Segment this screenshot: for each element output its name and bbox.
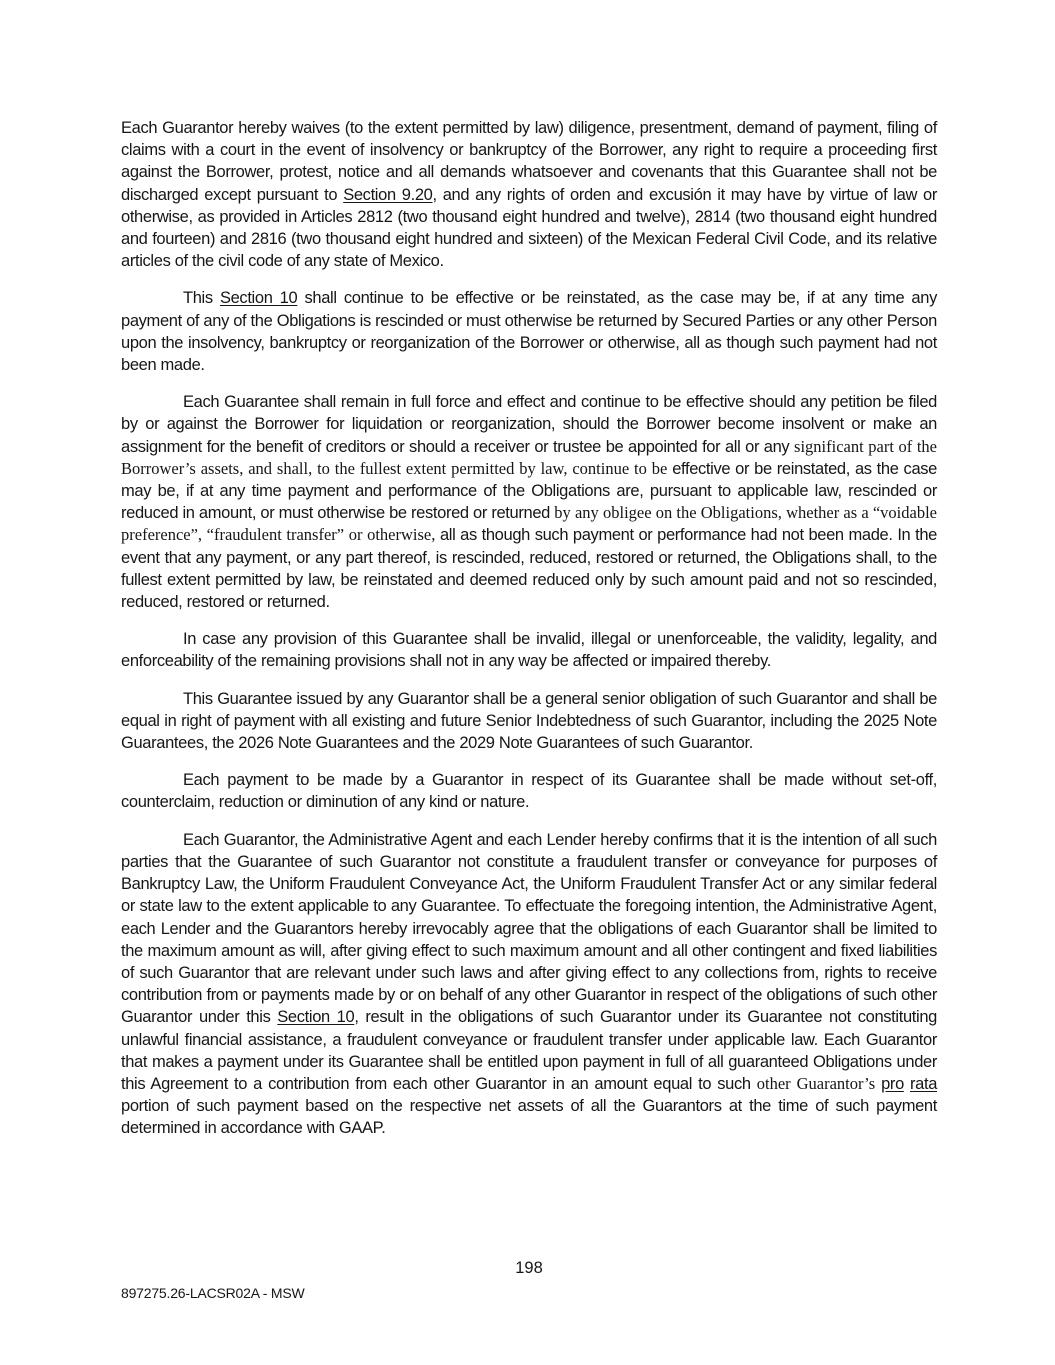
document-id-footer: 897275.26-LACSR02A - MSW — [121, 1285, 305, 1301]
body-text: , result in the obligations of such Guarantor under its Guarantee not constituting unlawful financial assistance, a fraudulent conveyance or fraudulent transfer under applicable law. Each Guarantor that makes a payment under its Guarantee shall be entitled upon payment in full of all guaranteed Obligations under this Agreement to a contribution from each other Guarantor in an amount equal to such — [121, 1008, 937, 1093]
body-text: Each Guarantor hereby waives (to the extent permitted by law) diligence, presentment, demand of payment, filing of claims with a court in the event of insolvency or bankruptcy of the Borrower, any right to require a proceeding first against the Borrower, protest, notice and all demands whatsoever and covenants that this Guarantee shall not be discharged except pursuant to — [121, 119, 937, 204]
body-text: all as though such payment or performance had not been made. In the event that any payment, or any part thereof, is rescinded, reduced, restored or returned, the Obligations shall, to the fullest extent permitted by law, be reinstated and deemed reduced only by such amount paid and not so rescinded, reduced, restored or returned. — [121, 526, 937, 612]
body-text: Each Guarantee shall remain in full force and effect and continue to be effective should any petition be filed by or against the Borrower for liquidation or reorganization, should the Borrower become insolvent or make an assignment for the benefit of creditors or should a receiver or trustee be appointed for all or any — [121, 393, 937, 456]
paragraph — [121, 117, 937, 272]
paragraph — [121, 628, 937, 672]
page-number: 198 — [515, 1259, 543, 1277]
body-text: In case any provision of this Guarantee shall be invalid, illegal or unenforceable, the validity, legality, and enforceability of the remaining provisions shall not in any way be affected or impaired thereby. — [121, 630, 937, 671]
underlined-text: Section 9.20 — [343, 185, 433, 204]
paragraph — [121, 829, 937, 1140]
underlined-text: Section 10 — [277, 1008, 355, 1027]
paragraph — [121, 769, 937, 813]
body-text: This Guarantee issued by any Guarantor shall be a general senior obligation of such Guarantor and shall be equal in right of payment with all existing and future Senior Indebtedness of such Guarantor, including the 2025 Note Guarantees, the 2026 Note Guarantees and the 2029 Note Guarantees of such Guarantor. — [121, 689, 937, 753]
body-text: portion of such payment based on the respective net assets of all the Guarantors at the time of such payment determined in accordance with GAAP. — [121, 1097, 937, 1138]
paragraph — [121, 688, 937, 755]
underlined-text: pro — [881, 1074, 904, 1093]
body-text: effective or be reinstated, as the case may be, if at any time payment and performance of the Obligations are, pursuant to applicable law, rescinded or reduced in amount, or must otherwise be restored or returned — [121, 459, 937, 523]
body-text: , and any rights of orden and excusión it may have by virtue of law or otherwise, as provided in Articles 2812 (two thousand eight hundred and twelve), 2814 (two thousand eight hundred and fourteen) and 2816 (two thousand eight hundred and sixteen) of the Mexican Federal Civil Code, and its relative articles of the civil code of any state of Mexico. — [121, 185, 937, 271]
underlined-text: rata — [909, 1074, 938, 1093]
body-text: Each Guarantor, the Administrative Agent and each Lender hereby confirms that it is the intention of all such parties that the Guarantee of such Guarantor not constitute a fraudulent transfer or conveyance for purposes of Bankruptcy Law, the Uniform Fraudulent Conveyance Act, the Uniform Fraudulent Transfer Act or any similar federal or state law to the extent applicable to any Guarantee. To effectuate the foregoing intention, the Administrative Agent, each Lender and the Guarantors hereby irrevocably agree that the obligations of each Guarantor shall be limited to the maximum amount as will, after giving effect to such maximum amount and all other contingent and fixed liabilities of such Guarantor that are relevant under such laws and after giving effect to any collections from, rights to receive contribution from or payments made by or on behalf of any other Guarantor in respect of the obligations of such other Guarantor under this — [121, 830, 937, 1027]
serif-text: other Guarantor’s — [756, 1073, 882, 1093]
paragraph — [121, 287, 937, 376]
serif-text: by any obligee on the Obligations, whether as a “voidable preference”, “fraudulent transfer” or otherwise, — [121, 503, 937, 545]
paragraph — [121, 391, 937, 613]
serif-text: significant part of the Borrower’s assets, and shall, to the fullest extent permitted by law, continue to be — [121, 436, 937, 478]
body-text: shall continue to be effective or be reinstated, as the case may be, if at any time any payment of any of the Obligations is rescinded or must otherwise be returned by Secured Parties or any other Person upon the insolvency, bankruptcy or reorganization of the Borrower or otherwise, all as though such payment had not been made. — [121, 289, 937, 375]
underlined-text: Section 10 — [219, 289, 298, 308]
document-body — [121, 117, 937, 1155]
body-text: Each payment to be made by a Guarantor in respect of its Guarantee shall be made without set-off, counterclaim, reduction or diminution of any kind or nature. — [121, 771, 937, 812]
body-text: This — [183, 289, 220, 308]
